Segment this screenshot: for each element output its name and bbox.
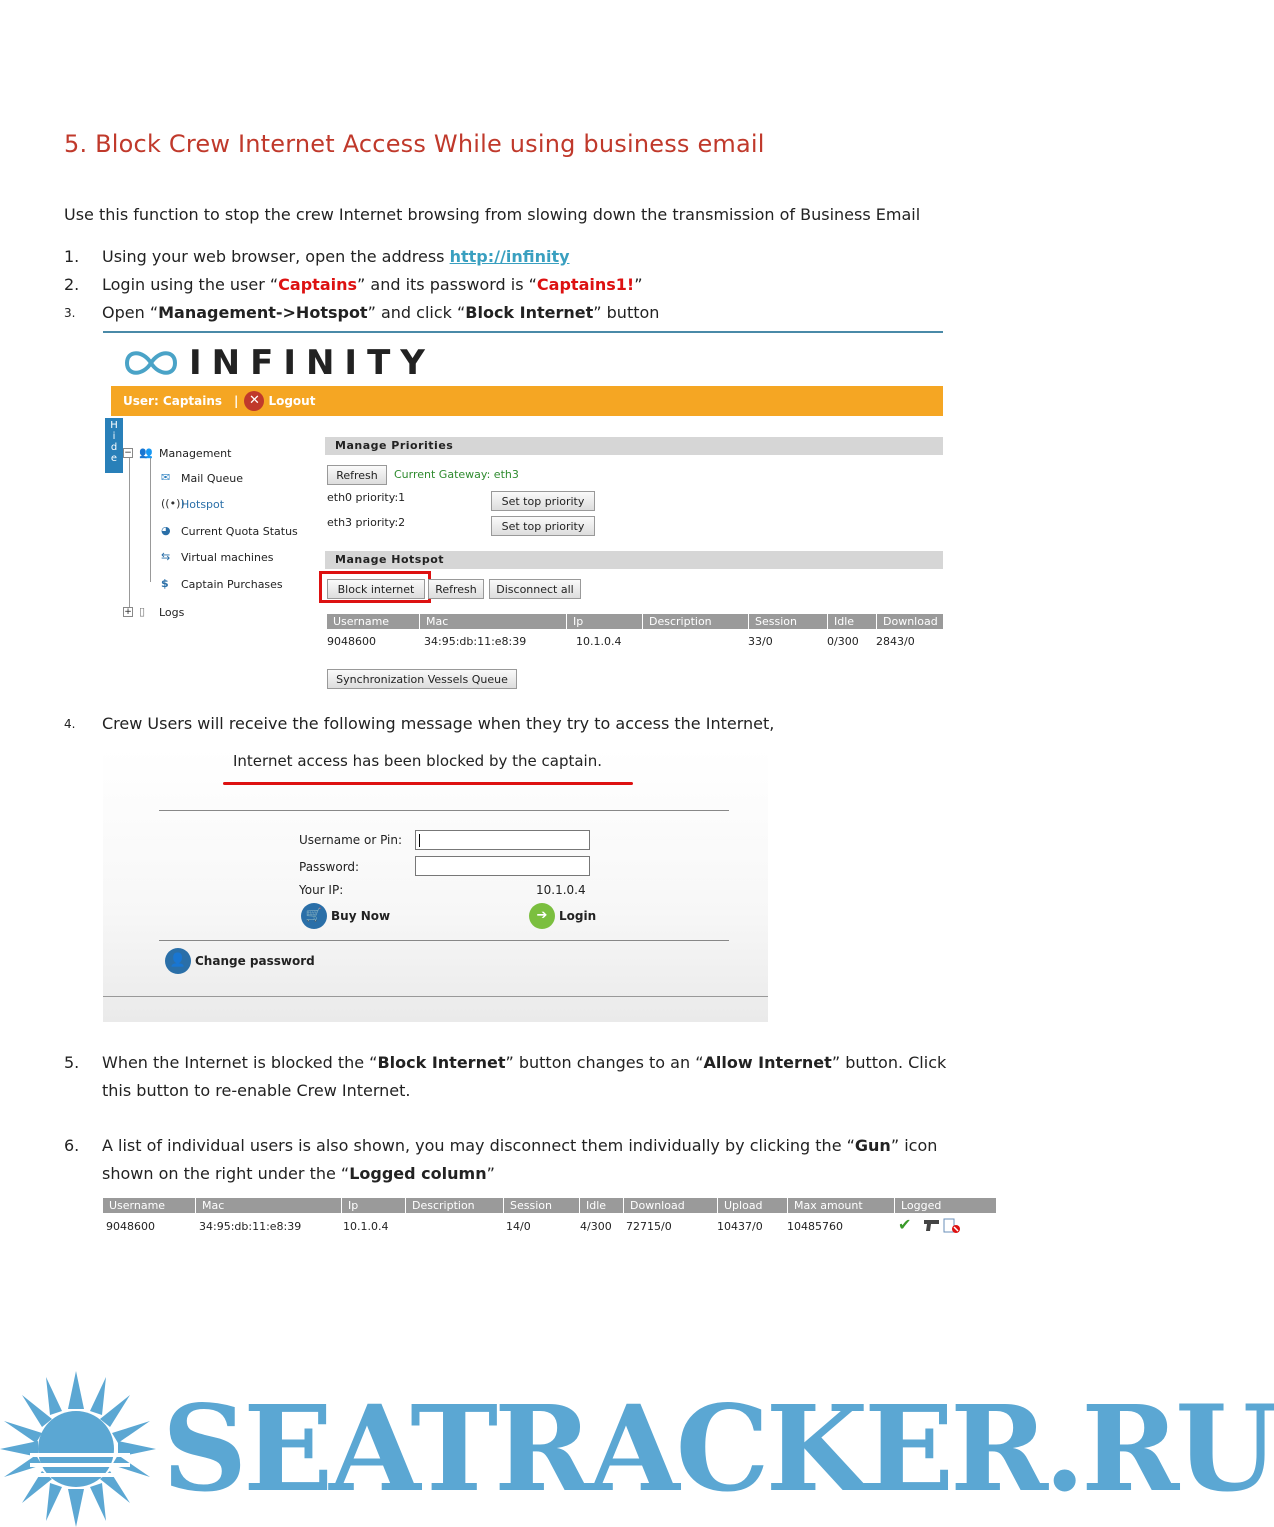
step-text: A list of individual users is also shown, you may disconnect them individually by clicking the “ — [102, 1136, 855, 1155]
column-header: Download — [876, 614, 943, 629]
set-top-priority-eth3-button[interactable]: Set top priority — [491, 516, 595, 536]
cell-session: 14/0 — [506, 1220, 531, 1233]
cell-idle: 4/300 — [580, 1220, 612, 1233]
divider — [159, 940, 729, 941]
column-header: Download — [623, 1198, 717, 1213]
blocked-message-screenshot — [103, 748, 768, 1022]
username-highlight: Captains — [278, 275, 358, 294]
button-label: Change password — [195, 954, 315, 968]
refresh-priorities-button[interactable]: Refresh — [327, 465, 387, 485]
users-table-header — [103, 1198, 996, 1213]
hide-letter: i — [112, 431, 116, 442]
cell-download: 2843/0 — [876, 635, 915, 648]
step-text: ” button — [593, 303, 660, 322]
password-input[interactable] — [415, 856, 590, 876]
tree-node-vms[interactable] — [161, 550, 273, 564]
step-number: 2. — [64, 275, 80, 294]
eth0-priority: eth0 priority:1 — [327, 491, 406, 504]
highlight-box — [319, 571, 431, 603]
tree-label: Captain Purchases — [181, 577, 283, 591]
step-text: Login using the user “ — [102, 275, 279, 294]
tree-label: Logs — [159, 605, 185, 619]
logout-icon[interactable]: ✕ — [244, 391, 264, 411]
column-name: Logged column — [349, 1164, 487, 1183]
cell-upload: 10437/0 — [717, 1220, 763, 1233]
step-text: this button to re-enable Crew Internet. — [102, 1081, 411, 1100]
hotspot-table-header — [327, 614, 943, 629]
server-icon: ⇆ — [161, 550, 171, 563]
eth3-priority: eth3 priority:2 — [327, 516, 406, 529]
column-header: Ip — [566, 614, 642, 629]
tree-label: Virtual machines — [181, 550, 274, 564]
cell-download: 72715/0 — [626, 1220, 672, 1233]
user-icon: 👤 — [165, 948, 191, 974]
hide-letter: e — [110, 453, 118, 464]
change-password-button[interactable] — [165, 948, 315, 974]
tree-node-hotspot[interactable] — [161, 497, 224, 511]
column-header: Mac — [419, 614, 566, 629]
current-gateway: Current Gateway: eth3 — [394, 468, 519, 481]
column-header: Ip — [341, 1198, 405, 1213]
table-row — [327, 634, 943, 649]
ip-label: Your IP: — [299, 883, 344, 897]
section-heading: 5. Block Crew Internet Access While using business email — [64, 130, 765, 158]
priorities-header: Manage Priorities — [325, 437, 943, 455]
mail-icon: ✉ — [161, 471, 171, 484]
step-text: Crew Users will receive the following message when they try to access the Internet, — [102, 714, 775, 733]
column-header: Session — [748, 614, 827, 629]
step-text: ” — [634, 275, 643, 294]
step-text: ” icon — [890, 1136, 938, 1155]
divider — [159, 810, 729, 811]
column-header: Max amount — [787, 1198, 894, 1213]
step-number: 5. — [64, 1053, 80, 1072]
cell-mac: 34:95:db:11:e8:39 — [424, 635, 527, 648]
tree-node-management[interactable] — [123, 446, 231, 460]
button-label: Buy Now — [331, 909, 391, 923]
cell-username: 9048600 — [327, 635, 376, 648]
step-text: ” button. Click — [831, 1053, 947, 1072]
table-row — [103, 1215, 996, 1235]
buy-now-button[interactable] — [301, 903, 390, 929]
people-icon: 👥 — [139, 446, 153, 459]
user-label: User: Captains — [123, 394, 223, 408]
tree-node-purchases[interactable] — [161, 577, 283, 591]
step-number: 6. — [64, 1136, 80, 1155]
disconnect-all-button[interactable]: Disconnect all — [489, 579, 581, 599]
divider — [103, 331, 943, 333]
hide-sidebar-toggle[interactable] — [105, 418, 123, 473]
column-header: Session — [503, 1198, 579, 1213]
cart-icon: 🛒 — [301, 903, 327, 929]
button-name: Allow Internet — [703, 1053, 832, 1072]
username-input[interactable] — [415, 830, 590, 850]
infinity-link[interactable]: http://infinity — [449, 247, 570, 266]
check-icon: ✔ — [898, 1215, 912, 1234]
sunburst-icon — [0, 1365, 162, 1527]
dollar-icon: $ — [161, 577, 169, 590]
password-highlight: Captains1! — [536, 275, 635, 294]
infinity-symbol-icon — [123, 348, 179, 378]
column-header: Mac — [195, 1198, 341, 1213]
password-label: Password: — [299, 860, 360, 874]
step-text: When the Internet is blocked the “ — [102, 1053, 378, 1072]
column-header: Idle — [827, 614, 876, 629]
cell-ip: 10.1.0.4 — [576, 635, 622, 648]
divider — [103, 996, 768, 997]
seatracker-watermark — [0, 1365, 1274, 1527]
cell-username: 9048600 — [106, 1220, 155, 1233]
tree-label: Management — [159, 446, 232, 460]
cell-ip: 10.1.0.4 — [343, 1220, 389, 1233]
cell-session: 33/0 — [748, 635, 773, 648]
set-top-priority-eth0-button[interactable]: Set top priority — [491, 491, 595, 511]
step-text: ” and click “ — [367, 303, 466, 322]
button-name: Block Internet — [465, 303, 594, 322]
disconnect-document-icon[interactable] — [943, 1218, 961, 1239]
cell-idle: 0/300 — [827, 635, 859, 648]
tree-node-mail-queue[interactable] — [161, 471, 243, 485]
menu-path: Management->Hotspot — [158, 303, 368, 322]
tree-label: Hotspot — [181, 497, 225, 511]
column-header: Description — [642, 614, 748, 629]
infinity-screenshot — [103, 331, 943, 706]
tree-node-quota[interactable] — [161, 524, 298, 538]
separator: | — [234, 394, 239, 408]
step-text: shown on the right under the “ — [102, 1164, 350, 1183]
login-button[interactable] — [529, 903, 596, 929]
ip-value: 10.1.0.4 — [536, 883, 586, 897]
wifi-antenna-icon: ((•)) — [161, 497, 185, 510]
step-text: ” — [486, 1164, 495, 1183]
step-text: Using your web browser, open the address — [102, 247, 450, 266]
login-icon: ➔ — [529, 903, 555, 929]
column-header: Description — [405, 1198, 503, 1213]
cell-max-amount: 10485760 — [787, 1220, 843, 1233]
watermark-text: SEATRACKER.RU — [162, 1379, 1274, 1518]
tree-node-logs[interactable] — [123, 605, 184, 619]
hide-letter: H — [110, 420, 118, 431]
step-text: ” button changes to an “ — [505, 1053, 704, 1072]
infinity-logo — [123, 343, 435, 383]
gun-icon[interactable] — [923, 1218, 941, 1237]
column-header: Username — [333, 615, 390, 628]
blocked-title: Internet access has been blocked by the captain. — [233, 752, 602, 770]
step-number: 4. — [64, 717, 76, 731]
document-icon: ▯ — [139, 605, 146, 618]
column-header: Username — [109, 1199, 166, 1212]
step-text: Open “ — [102, 303, 159, 322]
logout-link[interactable]: Logout — [268, 394, 316, 408]
intro-text: Use this function to stop the crew Internet browsing from slowing down the transmission of Business Email — [64, 205, 921, 224]
logo-text: INFINITY — [189, 343, 435, 383]
hide-letter: d — [110, 442, 118, 453]
expand-icon[interactable]: + — [124, 607, 132, 617]
sync-vessels-queue-button[interactable]: Synchronization Vessels Queue — [327, 669, 517, 689]
collapse-icon[interactable]: − — [124, 448, 132, 458]
step-text: ” and its password is “ — [357, 275, 537, 294]
column-header: Idle — [579, 1198, 623, 1213]
refresh-hotspot-button[interactable]: Refresh — [428, 579, 484, 599]
red-underline — [223, 782, 633, 785]
hotspot-header: Manage Hotspot — [325, 551, 943, 569]
button-name: Block Internet — [377, 1053, 506, 1072]
tree-label: Current Quota Status — [181, 524, 298, 538]
pie-chart-icon: ◕ — [161, 524, 171, 537]
column-header: Upload — [717, 1198, 787, 1213]
username-label: Username or Pin: — [299, 833, 403, 847]
step-number: 3. — [64, 306, 76, 320]
step-number: 1. — [64, 247, 80, 266]
column-header: Logged — [894, 1198, 996, 1213]
cell-mac: 34:95:db:11:e8:39 — [199, 1220, 302, 1233]
block-internet-button[interactable]: Block internet — [327, 579, 425, 599]
icon-name: Gun — [854, 1136, 891, 1155]
button-label: Login — [559, 909, 597, 923]
user-bar — [111, 386, 943, 416]
tree-label: Mail Queue — [181, 471, 243, 485]
